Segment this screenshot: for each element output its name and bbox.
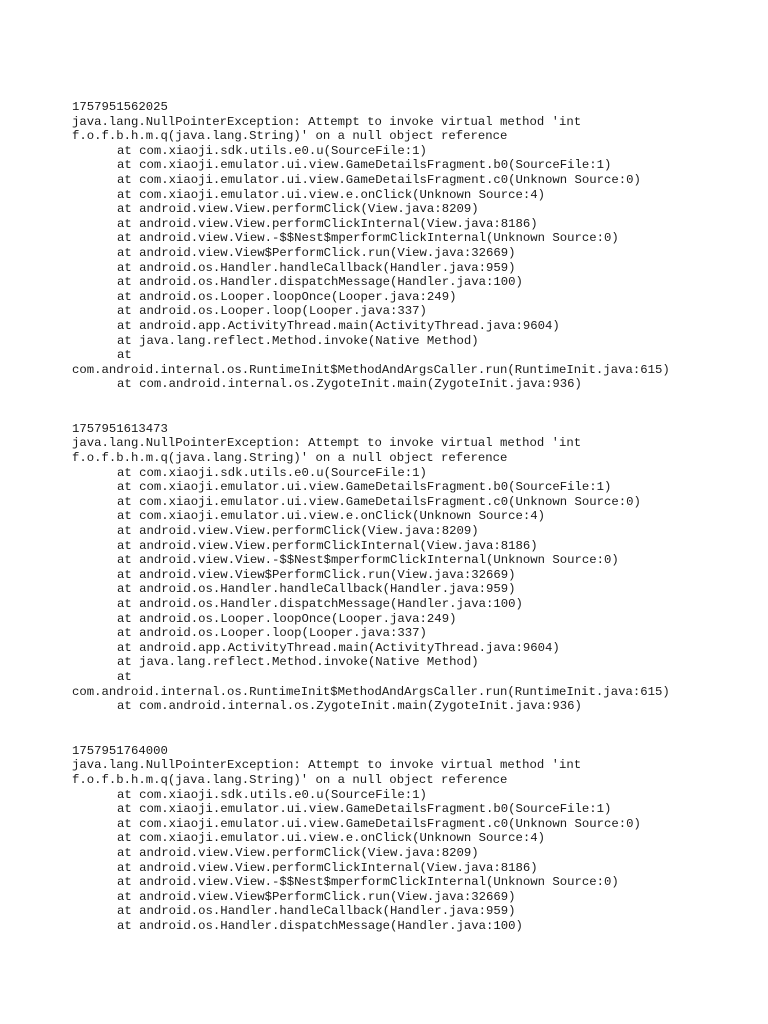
exception-message-cont: f.o.f.b.h.m.q(java.lang.String)' on a null object reference <box>72 772 508 787</box>
stack-frame: at android.view.View.performClickInternal(View.java:8186) <box>117 216 538 231</box>
exception-message: java.lang.NullPointerException: Attempt to invoke virtual method 'int <box>72 436 582 451</box>
log-entry <box>72 422 732 714</box>
exception-message-cont: f.o.f.b.h.m.q(java.lang.String)' on a null object reference <box>72 129 508 144</box>
entry-timestamp: 1757951562025 <box>72 100 168 114</box>
exception-message-cont: f.o.f.b.h.m.q(java.lang.String)' on a null object reference <box>72 451 508 466</box>
exception-message: java.lang.NullPointerException: Attempt to invoke virtual method 'int <box>72 114 582 129</box>
stack-frame: at com.xiaoji.emulator.ui.view.GameDetailsFragment.c0(Unknown Source:0) <box>117 816 641 831</box>
stack-frame: at com.xiaoji.sdk.utils.e0.u(SourceFile:1) <box>117 787 427 802</box>
stack-frame: at android.app.ActivityThread.main(ActivityThread.java:9604) <box>117 318 560 333</box>
stack-frame: at com.xiaoji.emulator.ui.view.GameDetailsFragment.b0(SourceFile:1) <box>117 480 612 495</box>
entry-timestamp: 1757951764000 <box>72 743 168 758</box>
stack-frame: at com.xiaoji.sdk.utils.e0.u(SourceFile:1) <box>117 465 427 480</box>
exception-message: java.lang.NullPointerException: Attempt to invoke virtual method 'int <box>72 758 582 773</box>
stack-frame: at android.os.Looper.loop(Looper.java:337) <box>117 304 427 319</box>
stack-frame: at com.xiaoji.emulator.ui.view.GameDetailsFragment.b0(SourceFile:1) <box>117 802 612 817</box>
stack-frame: at android.view.View$PerformClick.run(View.java:32669) <box>117 567 516 582</box>
stack-frame: at android.view.View.-$$Nest$mperformClickInternal(Unknown Source:0) <box>117 875 619 890</box>
stack-frame: at android.os.Handler.handleCallback(Handler.java:959) <box>117 904 516 919</box>
stack-frame: at com.android.internal.os.ZygoteInit.main(ZygoteInit.java:936) <box>117 699 582 714</box>
log-entry <box>72 100 732 392</box>
stack-frame: at android.os.Looper.loop(Looper.java:337) <box>117 626 427 641</box>
log-document <box>72 100 732 963</box>
stack-frame: at android.os.Handler.dispatchMessage(Handler.java:100) <box>117 597 523 611</box>
stack-frame: at android.os.Handler.dispatchMessage(Handler.java:100) <box>117 918 523 933</box>
stack-frame: at android.os.Looper.loopOnce(Looper.java:249) <box>117 611 457 626</box>
stack-frame: at com.xiaoji.sdk.utils.e0.u(SourceFile:1) <box>117 143 427 158</box>
stack-frame: at com.xiaoji.emulator.ui.view.GameDetailsFragment.b0(SourceFile:1) <box>117 158 612 173</box>
stack-frame: at java.lang.reflect.Method.invoke(Native Method) <box>117 333 479 348</box>
entry-timestamp: 1757951613473 <box>72 421 168 436</box>
stack-frame: at <box>117 669 132 684</box>
stack-frame-wrapped: com.android.internal.os.RuntimeInit$MethodAndArgsCaller.run(RuntimeInit.java:615) <box>72 684 670 699</box>
stack-frame: at <box>117 348 132 363</box>
stack-frame: at android.app.ActivityThread.main(ActivityThread.java:9604) <box>117 640 560 655</box>
stack-frame: at android.os.Handler.dispatchMessage(Handler.java:100) <box>117 275 523 290</box>
stack-frame-wrapped: com.android.internal.os.RuntimeInit$MethodAndArgsCaller.run(RuntimeInit.java:615) <box>72 362 670 377</box>
stack-frame: at com.xiaoji.emulator.ui.view.e.onClick(Unknown Source:4) <box>117 831 546 846</box>
stack-frame: at android.view.View.performClickInternal(View.java:8186) <box>117 860 538 875</box>
stack-frame: at com.xiaoji.emulator.ui.view.GameDetailsFragment.c0(Unknown Source:0) <box>117 494 641 509</box>
stack-frame: at android.view.View$PerformClick.run(View.java:32669) <box>117 245 516 260</box>
stack-frame: at com.android.internal.os.ZygoteInit.main(ZygoteInit.java:936) <box>117 377 582 392</box>
stack-frame: at android.os.Looper.loopOnce(Looper.java:249) <box>117 289 457 304</box>
stack-frame: at android.os.Handler.handleCallback(Handler.java:959) <box>117 582 516 597</box>
stack-frame: at android.view.View.performClick(View.java:8209) <box>117 202 479 217</box>
stack-frame: at android.view.View.-$$Nest$mperformClickInternal(Unknown Source:0) <box>117 553 619 568</box>
stack-frame: at android.view.View.performClickInternal(View.java:8186) <box>117 538 538 553</box>
log-entry <box>72 744 732 934</box>
stack-frame: at com.xiaoji.emulator.ui.view.e.onClick(Unknown Source:4) <box>117 509 546 524</box>
stack-frame: at android.view.View$PerformClick.run(View.java:32669) <box>117 889 516 904</box>
stack-frame: at android.os.Handler.handleCallback(Handler.java:959) <box>117 260 516 275</box>
stack-frame: at android.view.View.performClick(View.java:8209) <box>117 845 479 860</box>
stack-frame: at android.view.View.-$$Nest$mperformClickInternal(Unknown Source:0) <box>117 231 619 246</box>
stack-frame: at com.xiaoji.emulator.ui.view.e.onClick(Unknown Source:4) <box>117 187 546 202</box>
stack-frame: at com.xiaoji.emulator.ui.view.GameDetailsFragment.c0(Unknown Source:0) <box>117 172 641 187</box>
stack-frame: at java.lang.reflect.Method.invoke(Native Method) <box>117 655 479 670</box>
stack-frame: at android.view.View.performClick(View.java:8209) <box>117 524 479 539</box>
